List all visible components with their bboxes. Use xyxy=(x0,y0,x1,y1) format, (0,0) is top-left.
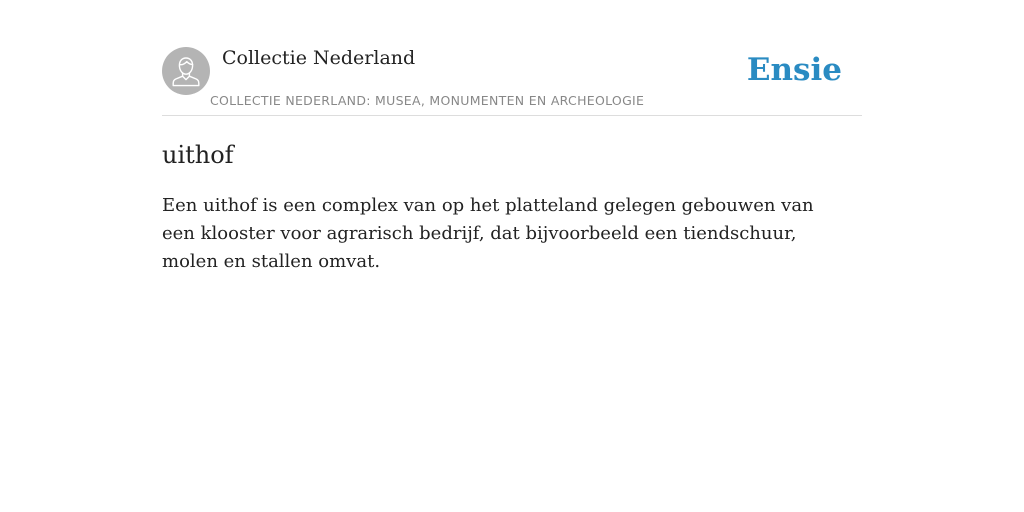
card-header xyxy=(162,46,862,116)
definition-card xyxy=(162,46,862,276)
author-name-link[interactable]: Collectie Nederland xyxy=(222,47,416,69)
author-avatar[interactable] xyxy=(162,47,210,95)
brand-logo-link[interactable]: Ensie xyxy=(746,52,842,88)
entry-definition: Een uithof is een complex van op het platteland gelegen gebouwen van een klooster voor agrarisch bedrijf, dat bijvoorbeeld een tiendschuur, molen en stallen omvat. xyxy=(162,195,814,272)
user-silhouette-icon xyxy=(162,47,210,95)
entry-term: uithof xyxy=(162,141,234,169)
author-subtitle: COLLECTIE NEDERLAND: MUSEA, MONUMENTEN EN ARCHEOLOGIE xyxy=(210,93,645,108)
